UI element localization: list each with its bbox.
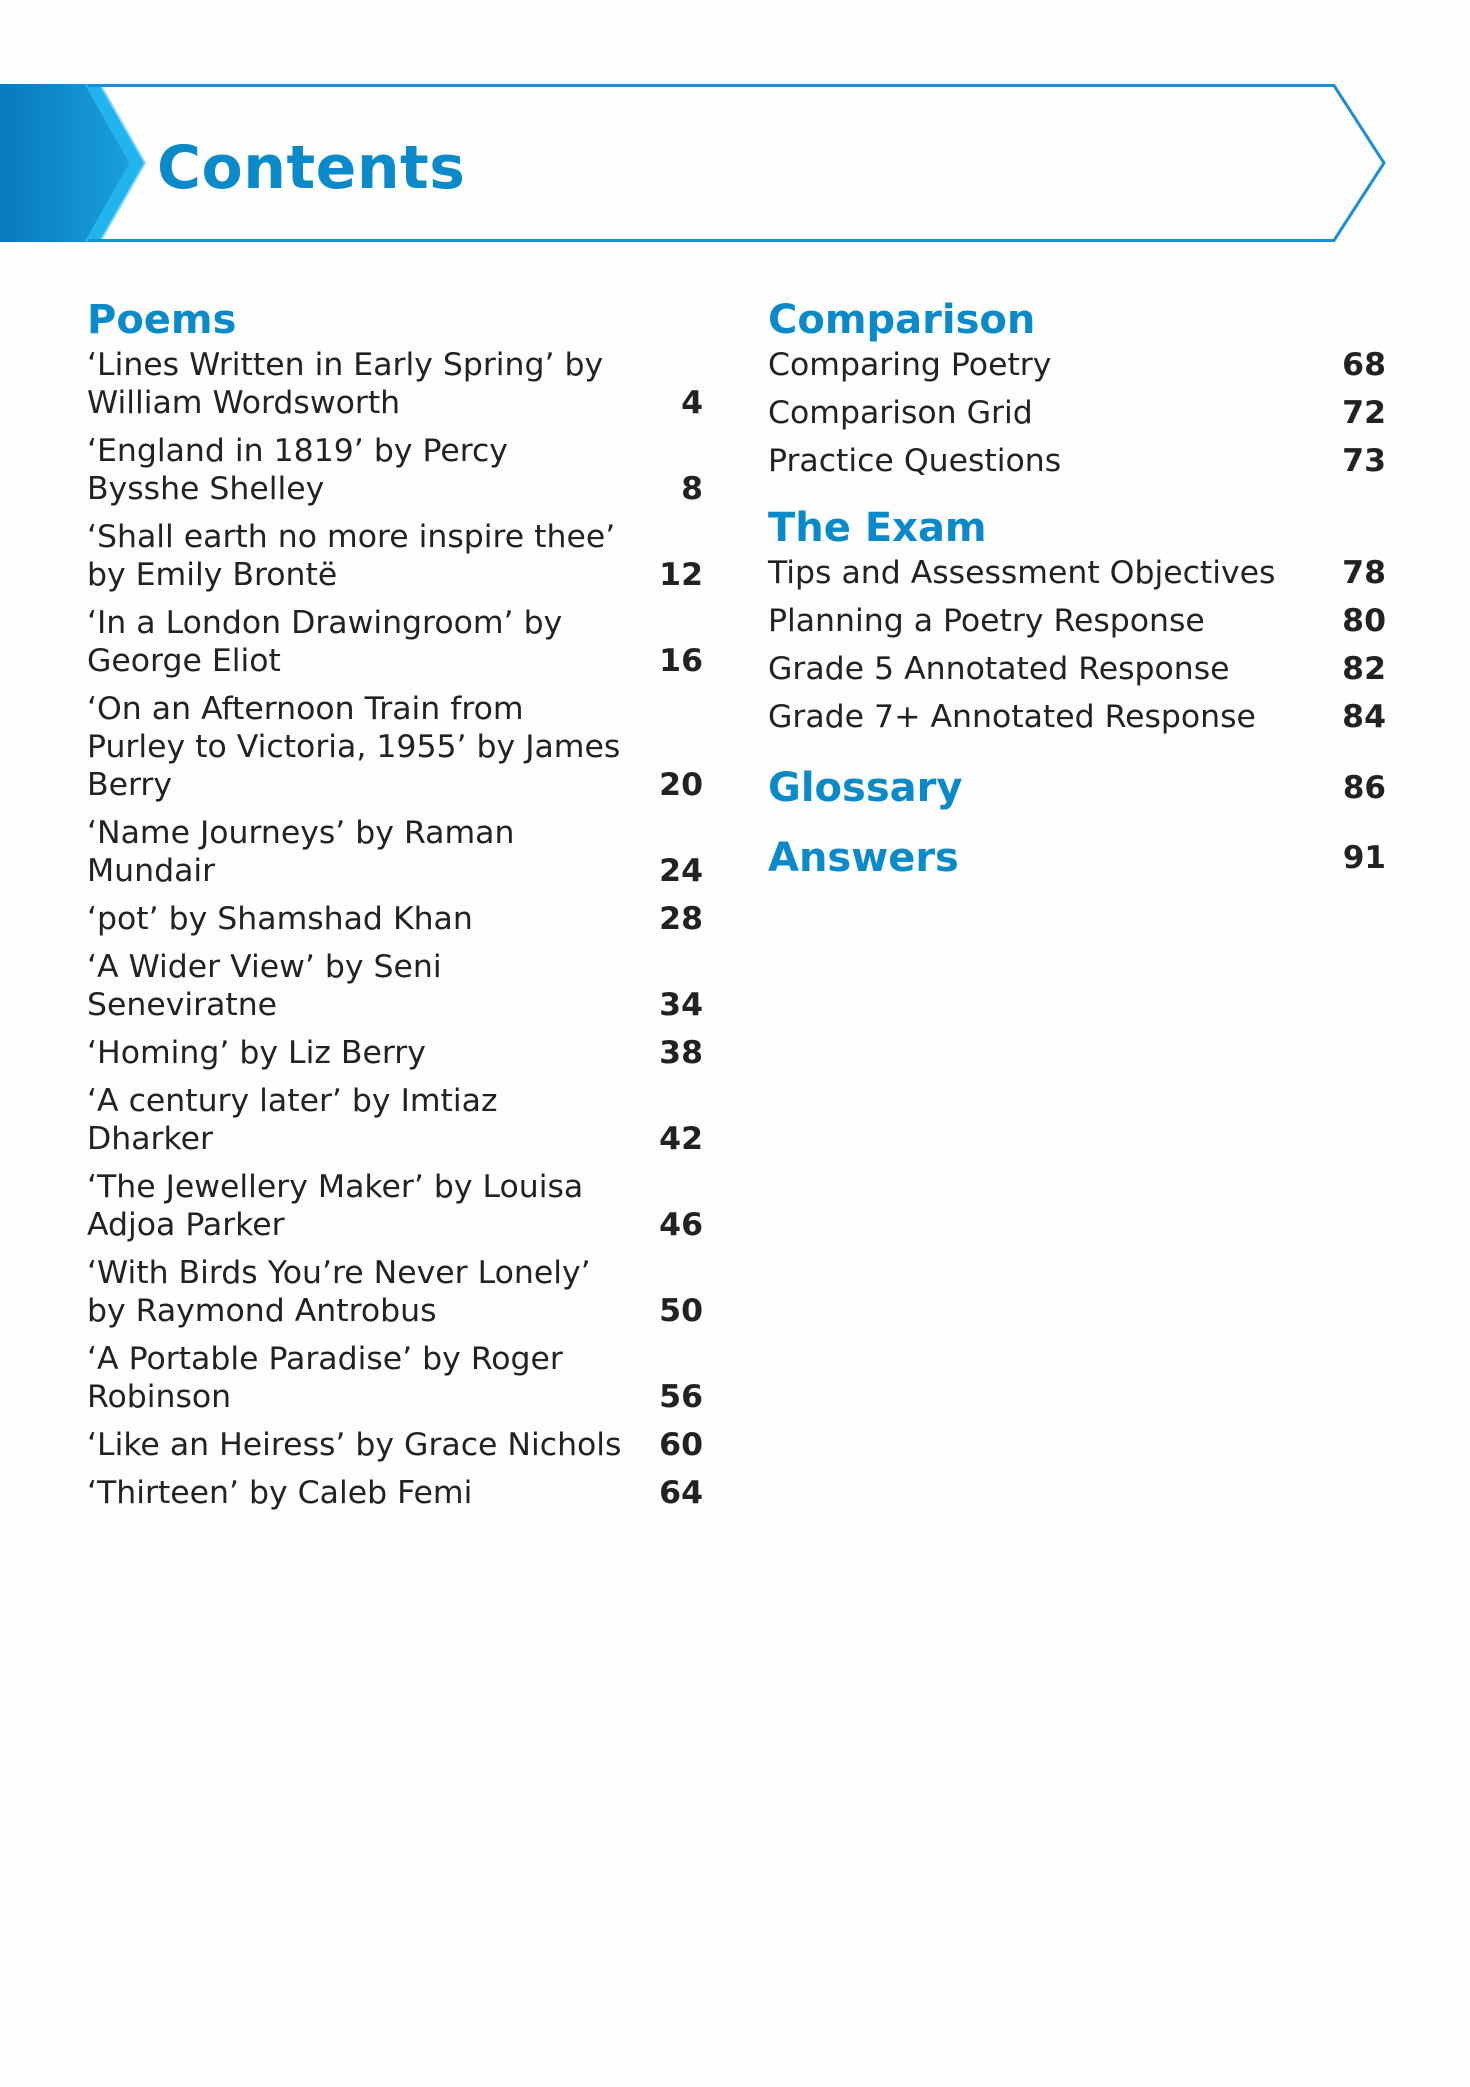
page-number: 24 bbox=[659, 853, 703, 889]
section-heading-comparison bbox=[768, 294, 1386, 346]
entry-title: ‘Homing’ by Liz Berry bbox=[87, 1035, 426, 1071]
entry-title: ‘Lines Written in Early Spring’ by William Wordsworth bbox=[87, 347, 604, 421]
entry-title: Grade 7+ Annotated Response bbox=[768, 699, 1256, 735]
section-heading-label: Comparison bbox=[768, 297, 1036, 343]
entry-title: ‘England in 1819’ by Percy Bysshe Shelley bbox=[87, 433, 508, 507]
contents-entry[interactable] bbox=[87, 948, 703, 1024]
section-heading-label: Answers bbox=[768, 835, 959, 881]
page-number: 34 bbox=[659, 987, 703, 1023]
entry-title: Comparing Poetry bbox=[768, 347, 1052, 383]
section-heading-label: Glossary bbox=[768, 765, 963, 811]
page-number: 8 bbox=[681, 471, 703, 507]
entry-title: ‘Like an Heiress’ by Grace Nichols bbox=[87, 1427, 622, 1463]
contents-entry[interactable] bbox=[87, 1168, 703, 1244]
page-number: 38 bbox=[659, 1035, 703, 1071]
poems-list bbox=[87, 346, 703, 1512]
contents-entry[interactable] bbox=[87, 1254, 703, 1330]
page-number: 60 bbox=[659, 1427, 703, 1463]
page-number: 46 bbox=[659, 1207, 703, 1243]
contents-entry[interactable] bbox=[768, 602, 1386, 640]
page-number: 50 bbox=[659, 1293, 703, 1329]
contents-entry[interactable] bbox=[87, 814, 703, 890]
contents-entry[interactable] bbox=[87, 690, 703, 804]
page-number: 78 bbox=[1342, 555, 1386, 591]
page-number: 68 bbox=[1342, 347, 1386, 383]
page-number: 91 bbox=[1342, 840, 1386, 876]
entry-title: ‘pot’ by Shamshad Khan bbox=[87, 901, 473, 937]
contents-entry[interactable] bbox=[87, 432, 703, 508]
page-number: 72 bbox=[1342, 395, 1386, 431]
contents-entry[interactable] bbox=[768, 394, 1386, 432]
entry-title: ‘A Portable Paradise’ by Roger Robinson bbox=[87, 1341, 563, 1415]
page-number: 64 bbox=[659, 1475, 703, 1511]
page-number: 4 bbox=[681, 385, 703, 421]
page-number: 12 bbox=[659, 557, 703, 593]
contents-entry[interactable] bbox=[87, 900, 703, 938]
contents-entry[interactable] bbox=[768, 346, 1386, 384]
page-number: 16 bbox=[659, 643, 703, 679]
page-number: 80 bbox=[1342, 603, 1386, 639]
entry-title: ‘The Jewellery Maker’ by Louisa Adjoa Parker bbox=[87, 1169, 584, 1243]
entry-title: ‘Thirteen’ by Caleb Femi bbox=[87, 1475, 473, 1511]
contents-entry[interactable] bbox=[87, 1034, 703, 1072]
entry-title: Tips and Assessment Objectives bbox=[768, 555, 1276, 591]
contents-entry[interactable] bbox=[87, 346, 703, 422]
entry-title: Practice Questions bbox=[768, 443, 1062, 479]
contents-entry[interactable] bbox=[768, 442, 1386, 480]
page-number: 84 bbox=[1342, 699, 1386, 735]
entry-title: ‘Name Journeys’ by Raman Mundair bbox=[87, 815, 515, 889]
poems-column bbox=[87, 294, 703, 1522]
page-number: 82 bbox=[1342, 651, 1386, 687]
section-heading-answers[interactable] bbox=[768, 832, 1386, 884]
entry-title: Planning a Poetry Response bbox=[768, 603, 1205, 639]
contents-entry[interactable] bbox=[87, 1082, 703, 1158]
page-number: 86 bbox=[1342, 770, 1386, 806]
section-heading-poems bbox=[87, 294, 703, 346]
page-number: 42 bbox=[659, 1121, 703, 1157]
entry-title: ‘With Birds You’re Never Lonely’ by Raymond Antrobus bbox=[87, 1255, 591, 1329]
contents-entry[interactable] bbox=[768, 650, 1386, 688]
section-heading-the-exam bbox=[768, 502, 1386, 554]
entry-title: ‘In a London Drawingroom’ by George Eliot bbox=[87, 605, 563, 679]
page-number: 73 bbox=[1342, 443, 1386, 479]
entry-title: ‘Shall earth no more inspire thee’ by Emily Brontë bbox=[87, 519, 616, 593]
section-heading-label: Poems bbox=[87, 297, 237, 343]
exam-list bbox=[768, 554, 1386, 736]
page-title: Contents bbox=[157, 133, 466, 203]
entry-title: ‘A century later’ by Imtiaz Dharker bbox=[87, 1083, 498, 1157]
section-heading-glossary[interactable] bbox=[768, 762, 1386, 814]
contents-entry[interactable] bbox=[87, 1474, 703, 1512]
entry-title: Grade 5 Annotated Response bbox=[768, 651, 1230, 687]
page-number: 56 bbox=[659, 1379, 703, 1415]
contents-entry[interactable] bbox=[768, 698, 1386, 736]
entry-title: ‘On an Afternoon Train from Purley to Victoria, 1955’ by James Berry bbox=[87, 691, 621, 803]
contents-entry[interactable] bbox=[87, 1426, 703, 1464]
right-column bbox=[768, 294, 1386, 884]
contents-entry[interactable] bbox=[87, 518, 703, 594]
page-number: 28 bbox=[659, 901, 703, 937]
section-heading-label: The Exam bbox=[768, 505, 987, 551]
page-number: 20 bbox=[659, 767, 703, 803]
entry-title: ‘A Wider View’ by Seni Seneviratne bbox=[87, 949, 442, 1023]
entry-title: Comparison Grid bbox=[768, 395, 1033, 431]
contents-entry[interactable] bbox=[768, 554, 1386, 592]
contents-entry[interactable] bbox=[87, 604, 703, 680]
comparison-list bbox=[768, 346, 1386, 480]
contents-entry[interactable] bbox=[87, 1340, 703, 1416]
